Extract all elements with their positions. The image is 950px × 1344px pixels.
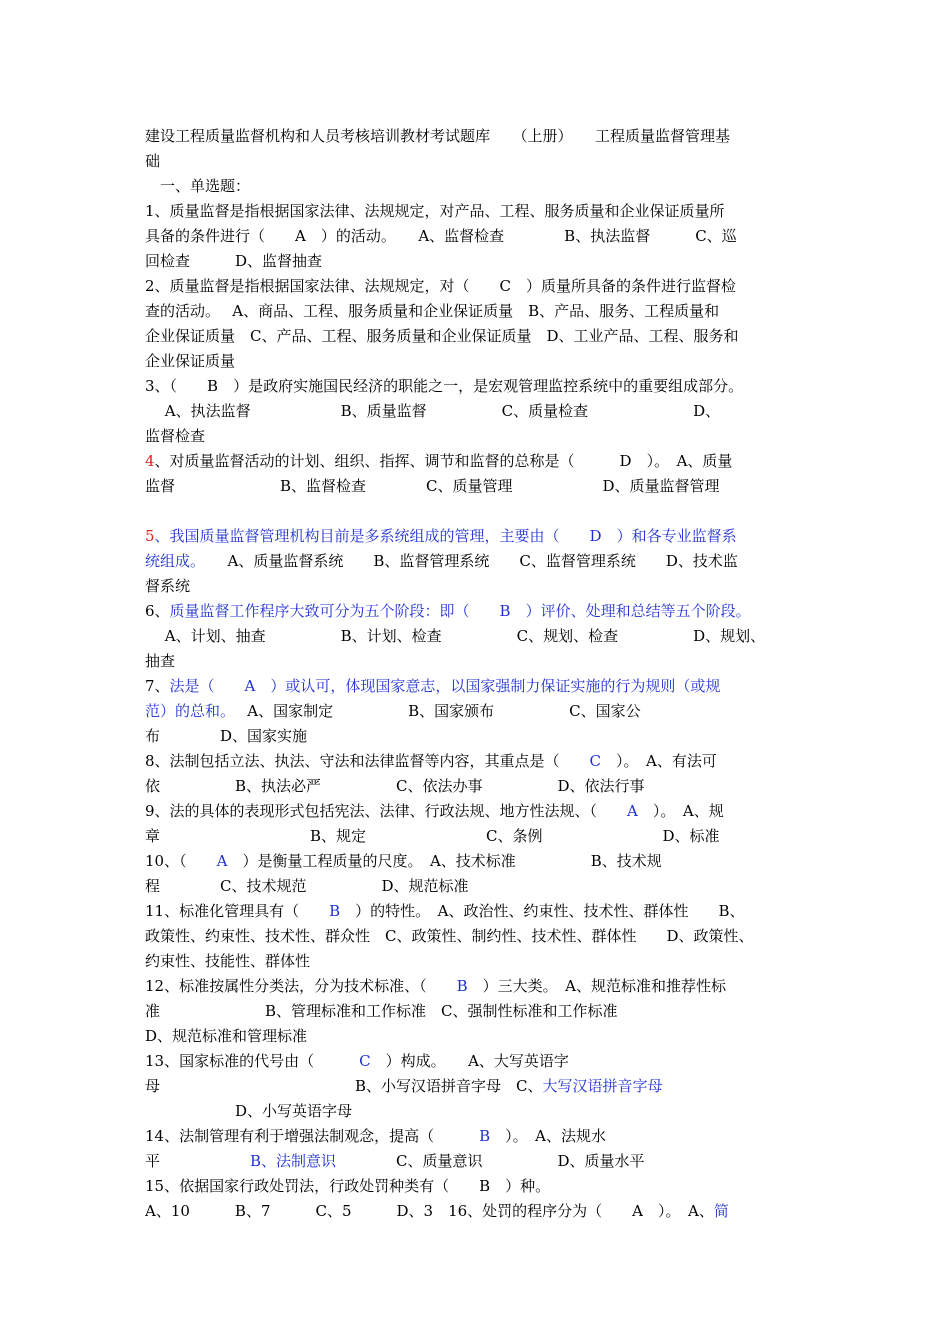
text-run: B — [456, 977, 468, 995]
text-run: 统组成。 — [145, 552, 198, 570]
text-line — [145, 324, 810, 349]
text-run: 抽查 — [145, 652, 176, 670]
text-run: 质量监督工作程序大致可分为五个阶段：即（ B ）评价、处理和总结等五个阶段。 — [169, 602, 751, 620]
text-line — [145, 849, 810, 874]
text-run: 10、（ — [145, 852, 217, 870]
text-line — [145, 549, 810, 574]
text-line — [145, 699, 810, 724]
text-run: 简 — [713, 1202, 729, 1220]
text-run: 范）的总和。 — [145, 702, 228, 720]
text-run: 13、国家标准的代号由（ — [145, 1052, 360, 1070]
text-run: A — [627, 802, 638, 820]
text-run: 监督 B、监督检查 C、质量管理 D、质量监督管理 — [145, 477, 720, 495]
text-run: 8、法制包括立法、执法、守法和法律监督等内容，其重点是（ — [145, 752, 590, 770]
text-run: 3、（ B ）是政府实施国民经济的职能之一，是宏观管理监控系统中的重要组成部分。 — [145, 377, 744, 395]
text-run: 查的活动。 A、商品、工程、服务质量和企业保证质量 B、产品、服务、工程质量和 — [145, 302, 720, 320]
text-line — [145, 999, 810, 1024]
text-run: 2、质量监督是指根据国家法律、法规规定，对（ C ）质量所具备的条件进行监督检 — [145, 277, 737, 295]
text-run: ）是衡量工程质量的尺度。 A、技术标准 B、技术规 — [227, 852, 662, 870]
text-run: 6、 — [145, 602, 170, 620]
text-run: 14、法制管理有利于增强法制观念，提高（ — [145, 1127, 480, 1145]
text-run: 12、标准按属性分类法，分为技术标准、（ — [145, 977, 457, 995]
text-run: ）的特性。 A、政治性、约束性、技术性、群体性 B、 — [340, 902, 745, 920]
text-line — [145, 524, 810, 549]
text-line — [145, 424, 810, 449]
text-line — [145, 249, 810, 274]
text-line — [145, 599, 810, 624]
text-line — [145, 724, 810, 749]
text-run: 准 B、管理标准和工作标准 C、强制性标准和工作标准 — [145, 1002, 618, 1020]
text-line — [145, 799, 810, 824]
text-line — [145, 1024, 810, 1049]
text-line — [145, 124, 810, 149]
text-run: 政策性、约束性、技术性、群众性 C、政策性、制约性、技术性、群体性 D、政策性、 — [145, 927, 754, 945]
text-line — [145, 824, 810, 849]
text-run: 建设工程质量监督机构和人员考核培训教材考试题库 （上册） 工程质量监督管理基 — [145, 127, 731, 145]
text-line — [145, 299, 810, 324]
text-run: 企业保证质量 — [145, 352, 236, 370]
text-run: C — [589, 752, 602, 770]
text-line — [145, 274, 810, 299]
text-line — [145, 574, 810, 599]
text-run: B、法制意识 — [250, 1152, 337, 1170]
text-line — [145, 774, 810, 799]
text-line — [145, 974, 810, 999]
text-line — [145, 449, 810, 474]
text-run: 布 D、国家实施 — [145, 727, 308, 745]
text-run: 大写汉语拼音字母 — [542, 1077, 663, 1095]
text-run: 5 — [145, 527, 155, 545]
text-line — [145, 1149, 810, 1174]
text-run: ）三大类。 A、规范标准和推荐性标 — [467, 977, 726, 995]
text-run: 督系统 — [145, 577, 191, 595]
text-line — [145, 1099, 810, 1124]
text-run: 监督检查 — [145, 427, 206, 445]
text-line — [145, 1199, 810, 1224]
text-run: 9、法的具体的表现形式包括宪法、法律、行政法规、地方性法规、（ — [145, 802, 628, 820]
text-run: 母 B、小写汉语拼音字母 C、 — [145, 1077, 543, 1095]
text-run: B — [329, 902, 341, 920]
text-line — [145, 149, 810, 174]
text-run: B — [479, 1127, 491, 1145]
text-run: 础 — [145, 152, 161, 170]
text-run: 一、单选题： — [145, 177, 251, 195]
text-run: 程 C、技术规范 D、规范标准 — [145, 877, 469, 895]
text-run: 1、质量监督是指根据国家法律、法规规定，对产品、工程、服务质量和企业保证质量所 — [145, 202, 725, 220]
text-line — [145, 874, 810, 899]
text-line — [145, 399, 810, 424]
text-run: 法是（ A ）或认可，体现国家意志，以国家强制力保证实施的行为规则（或规 — [169, 677, 721, 695]
text-line — [145, 649, 810, 674]
text-run: C、质量意识 D、质量水平 — [336, 1152, 645, 1170]
text-run: C — [359, 1052, 371, 1070]
text-run: A、执法监督 B、质量监督 C、质量检查 D、 — [145, 402, 721, 420]
text-line — [145, 924, 810, 949]
text-run: A、10 B、7 C、5 D、3 16、处罚的程序分为（ A ）。 A、 — [145, 1202, 714, 1220]
text-run: A — [216, 852, 228, 870]
text-run: ）。 A、有法可 — [601, 752, 717, 770]
text-run: ）。 A、法规水 — [490, 1127, 606, 1145]
text-run: D、规范标准和管理标准 — [145, 1027, 308, 1045]
text-line — [145, 349, 810, 374]
text-line — [145, 1124, 810, 1149]
text-line — [145, 1074, 810, 1099]
text-run: A、国家制定 B、国家颁布 C、国家公 — [227, 702, 641, 720]
text-run: A、计划、抽查 B、计划、检查 C、规划、检查 D、规划、 — [145, 627, 766, 645]
text-line — [145, 1174, 810, 1199]
text-line — [145, 674, 810, 699]
text-line — [145, 374, 810, 399]
text-line — [145, 949, 810, 974]
text-line — [145, 749, 810, 774]
text-line — [145, 899, 810, 924]
text-run: ）。 A、规 — [637, 802, 724, 820]
text-run: 约束性、技能性、群体性 — [145, 952, 311, 970]
text-line — [145, 199, 810, 224]
text-run: 具备的条件进行（ A ）的活动。 A、监督检查 B、执法监督 C、巡 — [145, 227, 737, 245]
text-run: 回检查 D、监督抽查 — [145, 252, 323, 270]
text-run: 、我国质量监督管理机构目前是多系统组成的管理，主要由（ D ）和各专业监督系 — [154, 527, 737, 545]
text-run: ）构成。 A、大写英语字 — [370, 1052, 569, 1070]
text-line — [145, 624, 810, 649]
text-line — [145, 224, 810, 249]
text-line — [145, 474, 810, 499]
text-run: 11、标准化管理具有（ — [145, 902, 330, 920]
text-run: D、小写英语字母 — [145, 1102, 353, 1120]
text-run: 15、依据国家行政处罚法，行政处罚种类有（ B ）种。 — [145, 1177, 551, 1195]
text-run: 企业保证质量 C、产品、工程、服务质量和企业保证质量 D、工业产品、工程、服务和 — [145, 327, 739, 345]
text-run: A、质量监督系统 B、监督管理系统 C、监督管理系统 D、技术监 — [197, 552, 738, 570]
text-run: 4 — [145, 452, 155, 470]
text-run: 平 — [145, 1152, 251, 1170]
text-run: 章 B、规定 C、条例 D、标准 — [145, 827, 720, 845]
text-run: 依 B、执法必严 C、依法办事 D、依法行事 — [145, 777, 645, 795]
text-line — [145, 174, 810, 199]
text-run: 、对质量监督活动的计划、组织、指挥、调节和监督的总称是（ D ）。 A、质量 — [154, 452, 733, 470]
text-line — [145, 1049, 810, 1074]
text-run: 7、 — [145, 677, 170, 695]
